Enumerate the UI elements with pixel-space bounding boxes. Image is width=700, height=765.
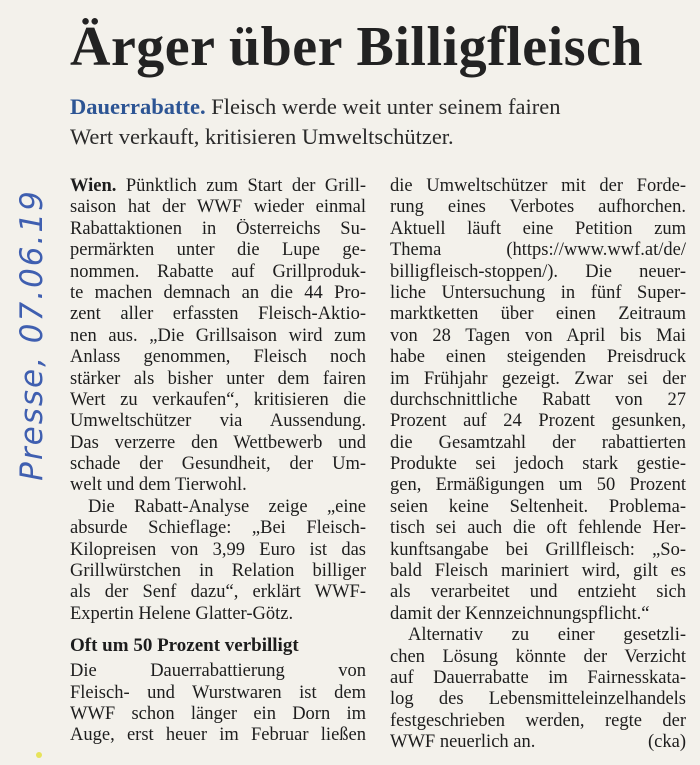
line-text: te machen demnach an die 44 Pro- [70,282,366,303]
line-text: zent aller erfassten Fleisch-Aktio- [70,304,366,325]
line-text: Kilopreisen von 3,99 Euro ist das [70,539,366,560]
text-line [70,411,366,432]
text-line [390,240,686,261]
article-headline: Ärger über Billigfleisch [70,16,643,78]
paragraph-3-continued [390,176,686,625]
text-line [390,582,686,603]
closing-line [390,732,686,753]
line-text: billigfleisch-stoppen/). Die neuer- [390,261,686,282]
text-line [390,369,686,390]
highlight-mark [36,752,42,758]
line-text: damit der Kennzeichnungspflicht.“ [390,603,650,624]
text-line [70,262,366,283]
text-line [70,518,366,539]
paragraph-1 [70,176,366,497]
text-line [390,197,686,218]
dateline: Wien. [70,176,117,196]
line-text: von 28 Tagen von April bis Mai [390,325,686,346]
line-text: welt und dem Tierwohl. [70,475,247,496]
line-text: marktketten über einen Zeitraum [390,304,686,325]
text-line [70,725,366,746]
line-text: Fleisch- und Wurstwaren ist dem [70,682,366,703]
text-line [70,326,366,347]
line-text: permärkten unter die Lupe ge- [70,240,366,261]
line-text: Wert zu verkaufen“, kritisieren die [70,389,366,410]
text-line [390,689,686,710]
text-line [390,176,686,197]
text-line [70,197,366,218]
text-line [70,240,366,261]
text-line [390,711,686,732]
text-line [390,518,686,539]
text-line [70,176,366,197]
line-text: tisch sei auch die oft fehlende Her- [390,518,686,539]
line-text: Umweltschützer via Aussendung. [70,411,366,432]
handwritten-source-note [2,189,62,481]
text-line [390,475,686,496]
text-line [390,262,686,283]
text-line [70,604,366,625]
text-line [70,661,366,682]
text-line [70,283,366,304]
text-line [390,347,686,368]
line-text: bald Fleisch mariniert wird, gilt es [390,561,686,582]
text-line [70,582,366,603]
line-text: Produkte sei jedoch stark gestie- [390,454,686,475]
article-column-right [390,176,686,754]
text-line [70,390,366,411]
line-text: im Frühjahr gezeigt. Zwar sei der [390,368,686,389]
text-line [70,219,366,240]
text-line [70,347,366,368]
author-initials: (cka) [648,732,686,753]
line-text: stärker als bisher unter dem fairen [70,368,366,389]
line-text: auf Dauerrabatte im Fairnesskata- [390,667,686,688]
text-line [390,561,686,582]
line-text: die Gesamtzahl der rabattierten [390,432,686,453]
subhead-kicker: Dauerrabatte. [70,94,206,119]
text-line [390,540,686,561]
subhead-line-2: Wert verkauft, kritisieren Umweltschützer. [70,124,454,149]
line-text: Anlass genommen, Fleisch noch [70,347,366,368]
line-text: Expertin Helene Glatter-Götz. [70,603,294,624]
text-line [70,433,366,454]
line-text: als der Senf dazu“, erklärt WWF- [70,582,366,603]
text-line [70,454,366,475]
text-line [70,475,366,496]
line-text: absurde Schieflage: „Bei Fleisch- [70,518,366,539]
line-text: nen aus. „Die Grillsaison wird zum [70,325,366,346]
text-line [70,704,366,725]
text-line [390,647,686,668]
text-line [390,283,686,304]
line-text: die Umweltschützer mit der Forde- [390,176,686,196]
text-line [70,540,366,561]
line-text: Die Rabatt-Analyse zeige „eine [88,496,366,517]
text-line [390,497,686,518]
text-line [390,326,686,347]
text-line [390,433,686,454]
line-text: Rabattaktionen in Österreichs Su- [70,218,366,239]
text-line [390,304,686,325]
line-text: Prozent auf 24 Prozent gesunken, [390,411,686,432]
text-line [390,668,686,689]
line-text: Die Dauerrabattierung von [70,661,366,682]
line-text: nommen. Rabatte auf Grillproduk- [70,261,366,282]
line-text: Pünktlich zum Start der Grill- [116,176,366,196]
text-line [70,683,366,704]
article-subheading: Oft um 50 Prozent verbilligt [70,635,299,657]
article-column-left [70,176,366,747]
text-line [390,625,686,646]
line-text: liche Untersuchung in fünf Super- [390,282,686,303]
line-text: Auge, erst heuer im Februar ließen [70,725,366,746]
article-subhead [70,92,670,152]
line-text: durchschnittliche Rabatt von 27 [390,389,686,410]
line-text: WWF schon länger ein Dorn im [70,703,366,724]
paragraph-3 [70,661,366,747]
line-text: Thema (https://www.wwf.at/de/ [390,240,686,261]
line-text: saison hat der WWF wieder einmal [70,197,366,218]
line-text: gen, Ermäßigungen um 50 Prozent [390,475,686,496]
text-line [390,390,686,411]
line-text: Aktuell läuft eine Petition zum [390,218,686,239]
text-line [70,561,366,582]
closing-text: WWF neuerlich an. [390,732,536,753]
line-text: kunftsangabe bei Grillfleisch: „So- [390,539,686,560]
line-text: Das verzerre den Wettbewerb und [70,432,366,453]
line-text: Alternativ zu einer gesetzli- [408,625,686,646]
text-line [70,369,366,390]
text-line [390,411,686,432]
text-line [390,454,686,475]
text-line [70,304,366,325]
line-text: seien keine Seltenheit. Problema- [390,496,686,517]
text-line [390,219,686,240]
line-text: festgeschrieben werden, regte der [390,710,686,731]
handwritten-note-text: Presse, 07.06.19 [14,189,50,481]
line-text: habe einen steigenden Preisdruck [390,347,686,368]
line-text: chen Lösung könnte der Verzicht [390,646,686,667]
line-text: schade der Gesundheit, der Um- [70,454,366,475]
paragraph-2 [70,497,366,625]
line-text: Grillwürstchen in Relation billiger [70,561,366,582]
paragraph-4 [390,625,686,732]
text-line [390,604,686,625]
line-text: als verarbeitet und entzieht sich [390,582,686,603]
line-text: rung eines Verbotes aufhorchen. [390,197,686,218]
line-text: log des Lebensmitteleinzelhandels [390,689,686,710]
text-line [70,497,366,518]
subhead-line-1: Fleisch werde weit unter seinem fairen [205,94,561,119]
